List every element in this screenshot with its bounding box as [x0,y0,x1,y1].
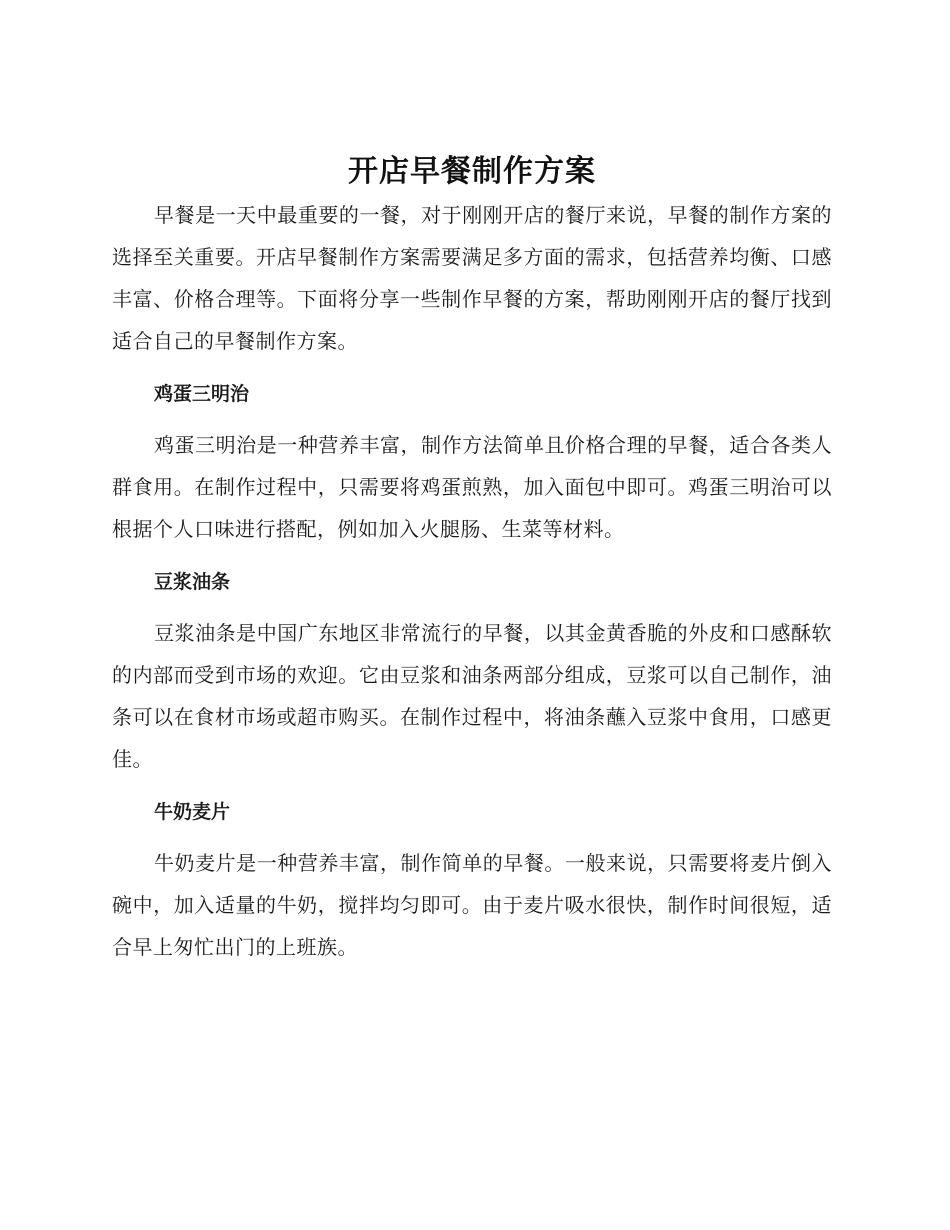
section-body-egg-sandwich: 鸡蛋三明治是一种营养丰富，制作方法简单且价格合理的早餐，适合各类人群食用。在制作过程中，只需要将鸡蛋煎熟，加入面包中即可。鸡蛋三明治可以根据个人口味进行搭配，例如加入火腿肠、生菜等材料。 [112,433,832,541]
section-heading-soymilk-fritters: 豆浆油条 [154,571,231,593]
section-body-soymilk-fritters: 豆浆油条是中国广东地区非常流行的早餐，以其金黄香脆的外皮和口感酥软的内部而受到市场的欢迎。它由豆浆和油条两部分组成，豆浆可以自己制作，油条可以在食材市场或超市购买。在制作过程中，将油条蘸入豆浆中食用，口感更佳。 [112,621,832,771]
section-body-milk-oatmeal: 牛奶麦片是一种营养丰富，制作简单的早餐。一般来说，只需要将麦片倒入碗中，加入适量的牛奶，搅拌均匀即可。由于麦片吸水很快，制作时间很短，适合早上匆忙出门的上班族。 [112,851,832,959]
intro-paragraph: 早餐是一天中最重要的一餐，对于刚刚开店的餐厅来说，早餐的制作方案的选择至关重要。开店早餐制作方案需要满足多方面的需求，包括营养均衡、口感丰富、价格合理等。下面将分享一些制作早餐的方案，帮助刚刚开店的餐厅找到适合自己的早餐制作方案。 [112,203,832,353]
section-heading-milk-oatmeal: 牛奶麦片 [154,801,231,823]
document-title: 开店早餐制作方案 [348,154,596,189]
section-heading-egg-sandwich: 鸡蛋三明治 [154,383,250,405]
document-page [112,150,832,968]
